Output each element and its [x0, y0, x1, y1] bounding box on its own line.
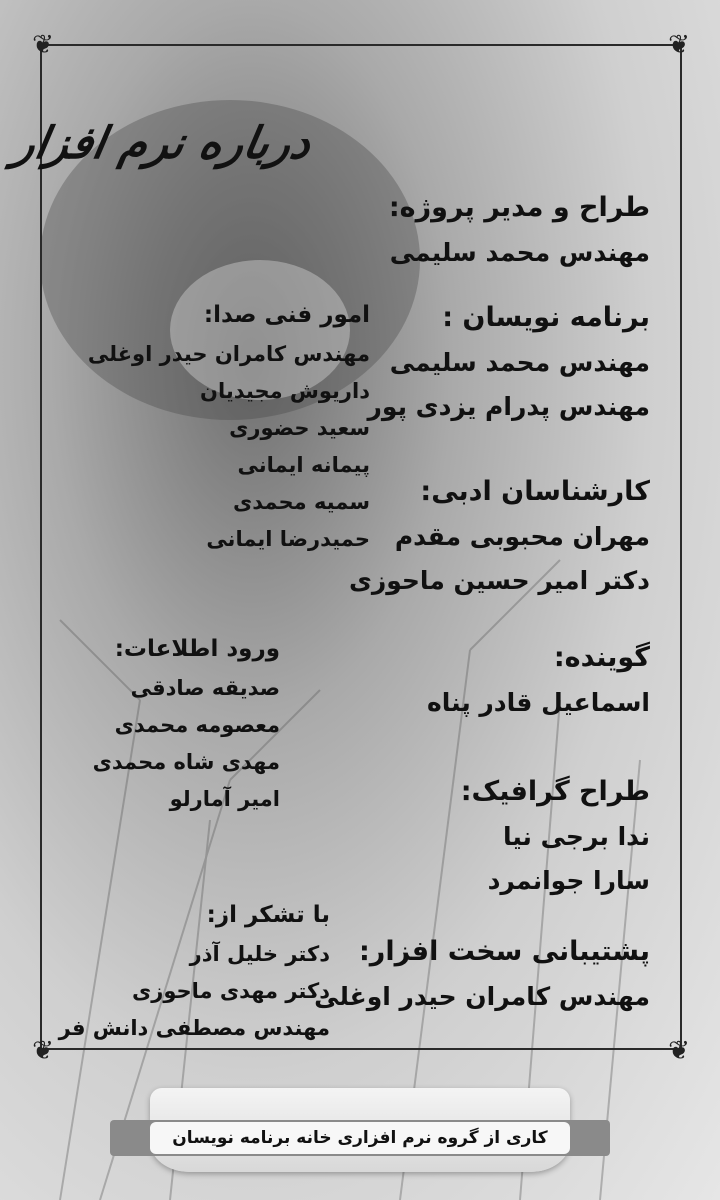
- credit-name: پیمانه ایمانی: [237, 453, 370, 477]
- credit-heading: کارشناسان ادبی:: [420, 476, 650, 507]
- credit-name: مهندس پدرام یزدی پور: [367, 392, 650, 421]
- credit-block-data-entry: [80, 636, 280, 818]
- credit-name: حمیدرضا ایمانی: [206, 527, 370, 551]
- credit-name: دکتر خلیل آذر: [189, 942, 330, 966]
- credit-name: مهندس مصطفی دانش فر: [58, 1016, 330, 1040]
- credit-heading: طراح و مدیر پروژه:: [388, 192, 650, 223]
- credit-name: مهندس محمد سلیمی: [389, 238, 650, 267]
- credit-name: مهدی شاه محمدی: [92, 750, 280, 774]
- credit-block-literary: [349, 476, 650, 603]
- credit-name: مهندس کامران حیدر اوغلی: [314, 982, 650, 1011]
- credit-name: دکتر مهدی ماحوزی: [131, 979, 330, 1003]
- credit-block-narrator: [427, 642, 650, 725]
- credit-name: مهندس محمد سلیمی: [389, 348, 650, 377]
- credit-name: معصومه محمدی: [114, 713, 280, 737]
- corner-ornament-icon: ❦: [32, 30, 54, 60]
- corner-ornament-icon: ❦: [32, 1036, 54, 1066]
- credit-heading: برنامه نویسان :: [442, 302, 650, 333]
- credit-heading: با تشکر از:: [206, 902, 330, 928]
- credit-name: داریوش مجیدیان: [200, 379, 370, 403]
- corner-ornament-icon: ❦: [668, 1036, 690, 1066]
- credit-name: سعید حضوری: [229, 416, 370, 440]
- credit-heading: امور فنی صدا:: [203, 302, 370, 328]
- credit-name: ندا برجی نیا: [502, 822, 650, 851]
- credit-block-hardware: [314, 936, 650, 1019]
- credit-name: مهندس کامران حیدر اوغلی: [87, 342, 370, 366]
- credit-heading: ورود اطلاعات:: [114, 636, 280, 662]
- footer-credit-text: کاری از گروه نرم افزاری خانه برنامه نویسان: [150, 1122, 570, 1154]
- credit-block-graphics: [461, 776, 650, 903]
- credit-heading: طراح گرافیک:: [460, 776, 650, 807]
- credit-heading: پشتیبانی سخت افزار:: [359, 936, 650, 967]
- credit-name: سمیه محمدی: [233, 490, 370, 514]
- credit-name: اسماعیل قادر پناه: [426, 688, 650, 717]
- credit-block-thanks: [58, 902, 330, 1047]
- credit-block-sound: [80, 302, 370, 558]
- credit-name: سارا جوانمرد: [487, 866, 650, 895]
- credit-name: صدیقه صادقی: [130, 676, 280, 700]
- credit-name: دکتر امیر حسین ماحوزی: [348, 566, 650, 595]
- credit-block-project-lead: [389, 192, 650, 275]
- credit-name: امیر آمارلو: [169, 787, 280, 811]
- credit-heading: گوینده:: [553, 642, 650, 673]
- corner-ornament-icon: ❦: [668, 30, 690, 60]
- credit-block-programmers: [368, 302, 650, 429]
- page-title: درباره نرم افزار: [9, 118, 315, 169]
- credit-name: مهران محبوبی مقدم: [394, 522, 650, 551]
